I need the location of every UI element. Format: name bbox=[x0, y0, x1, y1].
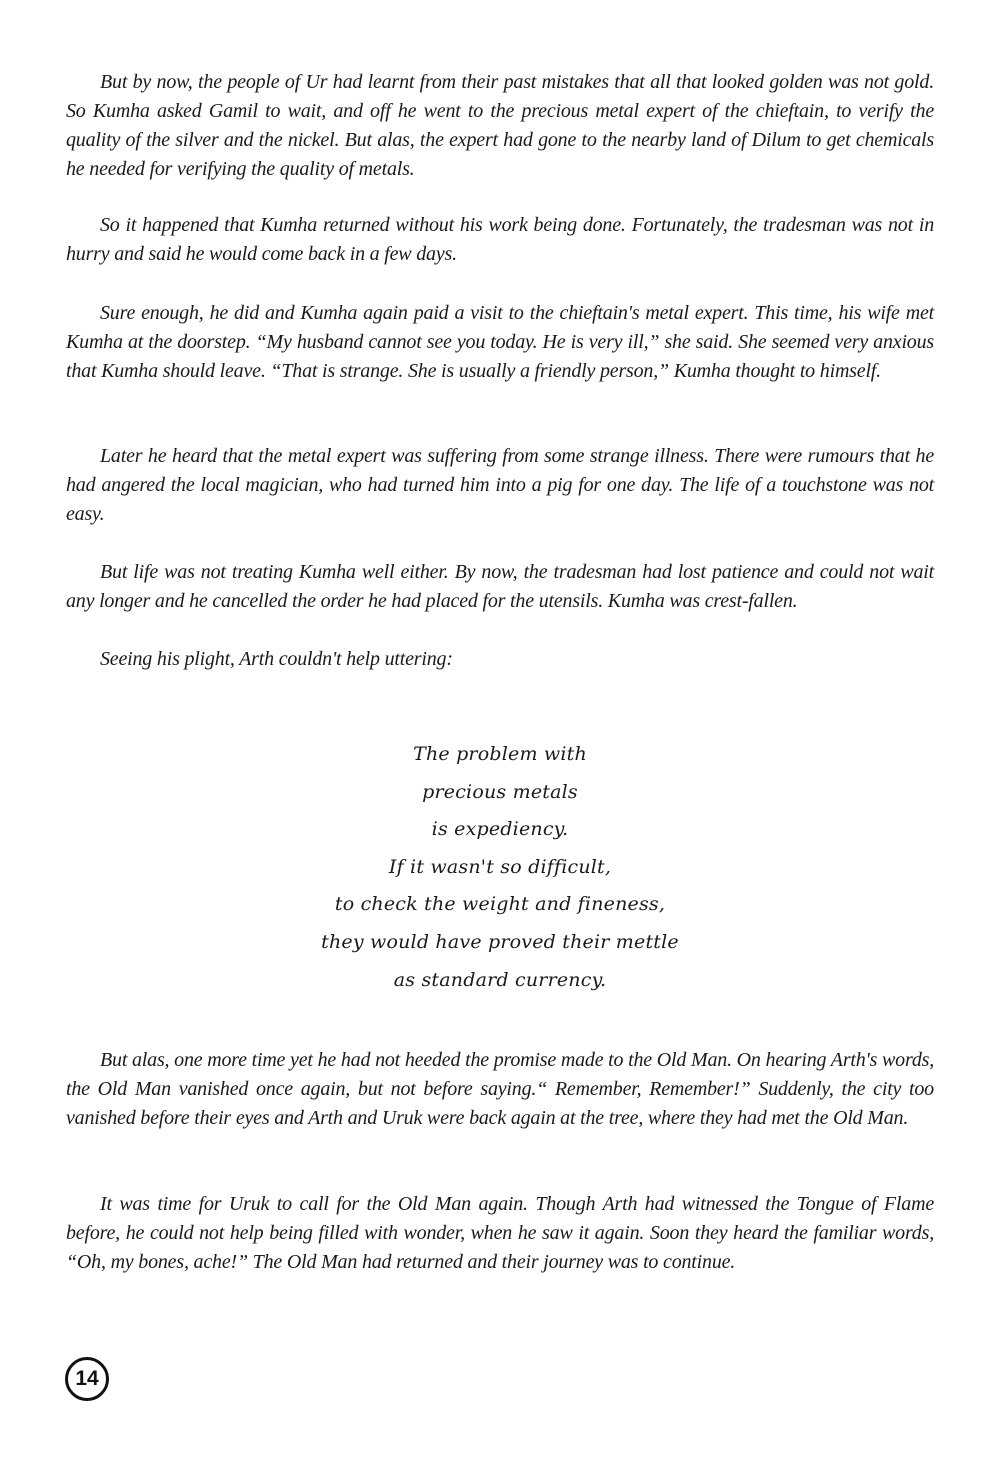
poem-line: precious metals bbox=[422, 780, 578, 803]
poem-line: as standard currency. bbox=[393, 968, 607, 991]
paragraph-4: Later he heard that the metal expert was suffering from some strange illness. There were rumours that he had angered the local magician, who had turned him into a pig for one day. The life of a touchstone was not easy. bbox=[66, 445, 934, 525]
poem-line: The problem with bbox=[413, 743, 587, 765]
poem-line: is expediency. bbox=[431, 818, 569, 841]
paragraph-2: So it happened that Kumha returned without his work being done. Fortunately, the tradesman was not in hurry and said he would come back in a few days. bbox=[66, 214, 934, 265]
poem-line: If it wasn't so difficult, bbox=[388, 855, 612, 878]
page-number: 14 bbox=[75, 1367, 99, 1390]
paragraph-5: But life was not treating Kumha well either. By now, the tradesman had lost patience and could not wait any longer and he cancelled the order he had placed for the utensils. Kumha was crest-fallen. bbox=[66, 561, 934, 612]
paragraph-1: But by now, the people of Ur had learnt from their past mistakes that all that looked golden was not gold. So Kumha asked Gamil to wait, and off he went to the precious metal expert of the chieftain, to verify the quality of the silver and the nickel. But alas, the expert had gone to the nearby land of Dilum to get chemicals he needed for verifying the quality of metals. bbox=[66, 71, 934, 180]
poem-line: they would have proved their mettle bbox=[321, 930, 679, 953]
paragraph-8: It was time for Uruk to call for the Old Man again. Though Arth had witnessed the Tongue of Flame before, he could not help being filled with wonder, when he saw it again. Soon they heard the familiar words, “Oh, my bones, ache!” The Old Man had returned and their journey was to continue. bbox=[66, 1193, 934, 1273]
page-number-badge bbox=[65, 1357, 109, 1401]
poem-verse bbox=[200, 736, 800, 999]
paragraph-7: But alas, one more time yet he had not heeded the promise made to the Old Man. On hearing Arth's words, the Old Man vanished once again, but not before saying.“ Remember, Remember!” Suddenly, the city too vanished before their eyes and Arth and Uruk were back again at the tree, where they had met the Old Man. bbox=[66, 1049, 934, 1129]
paragraph-6: Seeing his plight, Arth couldn't help uttering: bbox=[100, 648, 453, 670]
poem-line: to check the weight and fineness, bbox=[334, 893, 666, 916]
paragraph-3: Sure enough, he did and Kumha again paid a visit to the chieftain's metal expert. This time, his wife met Kumha at the doorstep. “My husband cannot see you today. He is very ill,” she said. She seemed very anxious that Kumha should leave. “That is strange. She is usually a friendly person,” Kumha thought to himself. bbox=[66, 302, 934, 382]
